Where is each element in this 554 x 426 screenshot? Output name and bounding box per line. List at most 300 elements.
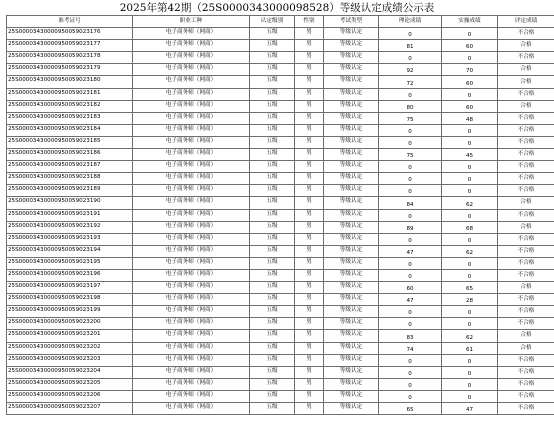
theory-score-cell: 60 [379, 282, 442, 294]
occupation-cell: 电子商务师（网商） [133, 330, 250, 342]
theory-score-cell: 0 [379, 306, 442, 318]
occupation-cell: 电子商务师（网商） [133, 173, 250, 185]
theory-score-cell: 65 [379, 403, 442, 415]
table-row [7, 52, 554, 64]
exam-id-cell: 25S00003430000950059023182 [7, 100, 133, 112]
level-cell: 五级 [250, 366, 295, 378]
practical-score-cell: 61 [442, 342, 498, 354]
table-row [7, 330, 554, 342]
level-cell: 五级 [250, 282, 295, 294]
header-result: 评定成绩 [498, 16, 554, 28]
exam-id-cell: 25S00003430000950059023204 [7, 366, 133, 378]
level-cell: 五级 [250, 294, 295, 306]
theory-score-cell: 0 [379, 209, 442, 221]
table-row [7, 318, 554, 330]
exam-type-cell: 等级认定 [324, 76, 379, 88]
table-row [7, 366, 554, 378]
exam-type-cell: 等级认定 [324, 257, 379, 269]
practical-score-cell: 62 [442, 245, 498, 257]
theory-score-cell: 0 [379, 185, 442, 197]
result-cell: 不合格 [498, 28, 554, 40]
gender-cell: 男 [295, 76, 324, 88]
header-occupation: 职业工种 [133, 16, 250, 28]
exam-id-cell: 25S00003430000950059023191 [7, 209, 133, 221]
level-cell: 五级 [250, 221, 295, 233]
exam-id-cell: 25S00003430000950059023206 [7, 390, 133, 402]
table-row [7, 136, 554, 148]
result-cell: 不合格 [498, 161, 554, 173]
occupation-cell: 电子商务师（网商） [133, 52, 250, 64]
exam-id-cell: 25S00003430000950059023185 [7, 136, 133, 148]
result-cell: 不合格 [498, 306, 554, 318]
practical-score-cell: 62 [442, 330, 498, 342]
practical-score-cell: 0 [442, 88, 498, 100]
result-cell: 不合格 [498, 185, 554, 197]
occupation-cell: 电子商务师（网商） [133, 378, 250, 390]
level-cell: 五级 [250, 185, 295, 197]
result-cell: 合格 [498, 100, 554, 112]
gender-cell: 男 [295, 28, 324, 40]
gender-cell: 男 [295, 330, 324, 342]
practical-score-cell: 60 [442, 100, 498, 112]
exam-type-cell: 等级认定 [324, 112, 379, 124]
practical-score-cell: 70 [442, 64, 498, 76]
result-cell: 不合格 [498, 88, 554, 100]
result-cell: 不合格 [498, 136, 554, 148]
exam-id-cell: 25S00003430000950059023187 [7, 161, 133, 173]
header-level: 认定级别 [250, 16, 295, 28]
occupation-cell: 电子商务师（网商） [133, 342, 250, 354]
theory-score-cell: 84 [379, 197, 442, 209]
practical-score-cell: 0 [442, 269, 498, 281]
exam-id-cell: 25S00003430000950059023207 [7, 403, 133, 415]
level-cell: 五级 [250, 28, 295, 40]
gender-cell: 男 [295, 112, 324, 124]
practical-score-cell: 60 [442, 40, 498, 52]
theory-score-cell: 0 [379, 378, 442, 390]
exam-type-cell: 等级认定 [324, 342, 379, 354]
exam-type-cell: 等级认定 [324, 52, 379, 64]
exam-type-cell: 等级认定 [324, 330, 379, 342]
exam-type-cell: 等级认定 [324, 403, 379, 415]
theory-score-cell: 0 [379, 390, 442, 402]
result-cell: 不合格 [498, 173, 554, 185]
exam-type-cell: 等级认定 [324, 366, 379, 378]
occupation-cell: 电子商务师（网商） [133, 221, 250, 233]
occupation-cell: 电子商务师（网商） [133, 306, 250, 318]
exam-type-cell: 等级认定 [324, 136, 379, 148]
exam-type-cell: 等级认定 [324, 124, 379, 136]
practical-score-cell: 0 [442, 173, 498, 185]
occupation-cell: 电子商务师（网商） [133, 197, 250, 209]
gender-cell: 男 [295, 342, 324, 354]
occupation-cell: 电子商务师（网商） [133, 294, 250, 306]
exam-id-cell: 25S00003430000950059023193 [7, 233, 133, 245]
exam-type-cell: 等级认定 [324, 173, 379, 185]
table-row [7, 257, 554, 269]
theory-score-cell: 80 [379, 100, 442, 112]
exam-id-cell: 25S00003430000950059023184 [7, 124, 133, 136]
result-cell: 合格 [498, 342, 554, 354]
level-cell: 五级 [250, 269, 295, 281]
gender-cell: 男 [295, 318, 324, 330]
level-cell: 五级 [250, 124, 295, 136]
occupation-cell: 电子商务师（网商） [133, 40, 250, 52]
level-cell: 五级 [250, 378, 295, 390]
gender-cell: 男 [295, 245, 324, 257]
exam-id-cell: 25S00003430000950059023180 [7, 76, 133, 88]
practical-score-cell: 48 [442, 112, 498, 124]
theory-score-cell: 0 [379, 136, 442, 148]
occupation-cell: 电子商务师（网商） [133, 318, 250, 330]
gender-cell: 男 [295, 282, 324, 294]
exam-type-cell: 等级认定 [324, 306, 379, 318]
theory-score-cell: 75 [379, 112, 442, 124]
result-cell: 合格 [498, 64, 554, 76]
result-cell: 不合格 [498, 112, 554, 124]
practical-score-cell: 0 [442, 378, 498, 390]
table-row [7, 76, 554, 88]
result-cell: 不合格 [498, 403, 554, 415]
table-row [7, 306, 554, 318]
level-cell: 五级 [250, 354, 295, 366]
table-row [7, 390, 554, 402]
exam-type-cell: 等级认定 [324, 28, 379, 40]
theory-score-cell: 0 [379, 161, 442, 173]
practical-score-cell: 0 [442, 28, 498, 40]
result-cell: 不合格 [498, 52, 554, 64]
table-row [7, 378, 554, 390]
table-row [7, 100, 554, 112]
result-cell: 不合格 [498, 257, 554, 269]
table-row [7, 342, 554, 354]
occupation-cell: 电子商务师（网商） [133, 354, 250, 366]
table-row [7, 403, 554, 415]
result-cell: 不合格 [498, 378, 554, 390]
gender-cell: 男 [295, 306, 324, 318]
practical-score-cell: 0 [442, 233, 498, 245]
exam-type-cell: 等级认定 [324, 40, 379, 52]
exam-id-cell: 25S00003430000950059023183 [7, 112, 133, 124]
table-row [7, 245, 554, 257]
gender-cell: 男 [295, 294, 324, 306]
gender-cell: 男 [295, 366, 324, 378]
theory-score-cell: 89 [379, 221, 442, 233]
occupation-cell: 电子商务师（网商） [133, 88, 250, 100]
table-row [7, 233, 554, 245]
theory-score-cell: 83 [379, 330, 442, 342]
level-cell: 五级 [250, 52, 295, 64]
result-cell: 合格 [498, 282, 554, 294]
header-practical-score: 实操成绩 [442, 16, 498, 28]
occupation-cell: 电子商务师（网商） [133, 112, 250, 124]
practical-score-cell: 0 [442, 318, 498, 330]
table-row [7, 88, 554, 100]
level-cell: 五级 [250, 64, 295, 76]
theory-score-cell: 0 [379, 366, 442, 378]
practical-score-cell: 0 [442, 185, 498, 197]
practical-score-cell: 0 [442, 52, 498, 64]
practical-score-cell: 0 [442, 306, 498, 318]
exam-id-cell: 25S00003430000950059023188 [7, 173, 133, 185]
gender-cell: 男 [295, 269, 324, 281]
gender-cell: 男 [295, 209, 324, 221]
theory-score-cell: 0 [379, 318, 442, 330]
level-cell: 五级 [250, 161, 295, 173]
practical-score-cell: 47 [442, 403, 498, 415]
level-cell: 五级 [250, 403, 295, 415]
gender-cell: 男 [295, 149, 324, 161]
level-cell: 五级 [250, 40, 295, 52]
occupation-cell: 电子商务师（网商） [133, 366, 250, 378]
exam-id-cell: 25S00003430000950059023177 [7, 40, 133, 52]
exam-id-cell: 25S00003430000950059023190 [7, 197, 133, 209]
table-row [7, 269, 554, 281]
level-cell: 五级 [250, 112, 295, 124]
level-cell: 五级 [250, 197, 295, 209]
result-cell: 不合格 [498, 354, 554, 366]
header-theory-score: 理论成绩 [379, 16, 442, 28]
theory-score-cell: 0 [379, 257, 442, 269]
score-table-body [7, 28, 554, 415]
result-cell: 不合格 [498, 245, 554, 257]
exam-id-cell: 25S00003430000950059023200 [7, 318, 133, 330]
exam-type-cell: 等级认定 [324, 100, 379, 112]
theory-score-cell: 75 [379, 149, 442, 161]
theory-score-cell: 81 [379, 40, 442, 52]
gender-cell: 男 [295, 173, 324, 185]
exam-type-cell: 等级认定 [324, 88, 379, 100]
exam-id-cell: 25S00003430000950059023205 [7, 378, 133, 390]
table-row [7, 40, 554, 52]
exam-type-cell: 等级认定 [324, 378, 379, 390]
exam-id-cell: 25S00003430000950059023176 [7, 28, 133, 40]
gender-cell: 男 [295, 52, 324, 64]
exam-type-cell: 等级认定 [324, 64, 379, 76]
exam-type-cell: 等级认定 [324, 318, 379, 330]
theory-score-cell: 92 [379, 64, 442, 76]
exam-id-cell: 25S00003430000950059023195 [7, 257, 133, 269]
gender-cell: 男 [295, 185, 324, 197]
exam-id-cell: 25S00003430000950059023196 [7, 269, 133, 281]
occupation-cell: 电子商务师（网商） [133, 185, 250, 197]
exam-type-cell: 等级认定 [324, 294, 379, 306]
table-row [7, 197, 554, 209]
result-cell: 不合格 [498, 366, 554, 378]
exam-type-cell: 等级认定 [324, 209, 379, 221]
practical-score-cell: 60 [442, 76, 498, 88]
occupation-cell: 电子商务师（网商） [133, 149, 250, 161]
exam-type-cell: 等级认定 [324, 185, 379, 197]
occupation-cell: 电子商务师（网商） [133, 269, 250, 281]
gender-cell: 男 [295, 390, 324, 402]
table-row [7, 209, 554, 221]
table-row [7, 173, 554, 185]
practical-score-cell: 62 [442, 197, 498, 209]
result-cell: 合格 [498, 330, 554, 342]
table-row [7, 64, 554, 76]
practical-score-cell: 28 [442, 294, 498, 306]
gender-cell: 男 [295, 354, 324, 366]
theory-score-cell: 47 [379, 245, 442, 257]
result-cell: 合格 [498, 197, 554, 209]
header-exam-type: 考试类型 [324, 16, 379, 28]
result-cell: 不合格 [498, 269, 554, 281]
exam-type-cell: 等级认定 [324, 149, 379, 161]
theory-score-cell: 0 [379, 88, 442, 100]
result-cell: 不合格 [498, 294, 554, 306]
level-cell: 五级 [250, 76, 295, 88]
exam-id-cell: 25S00003430000950059023181 [7, 88, 133, 100]
table-row [7, 149, 554, 161]
gender-cell: 男 [295, 378, 324, 390]
gender-cell: 男 [295, 233, 324, 245]
exam-type-cell: 等级认定 [324, 354, 379, 366]
result-cell: 不合格 [498, 124, 554, 136]
practical-score-cell: 0 [442, 124, 498, 136]
gender-cell: 男 [295, 40, 324, 52]
occupation-cell: 电子商务师（网商） [133, 161, 250, 173]
gender-cell: 男 [295, 257, 324, 269]
score-table [6, 15, 554, 415]
theory-score-cell: 74 [379, 342, 442, 354]
practical-score-cell: 45 [442, 149, 498, 161]
gender-cell: 男 [295, 88, 324, 100]
theory-score-cell: 0 [379, 269, 442, 281]
gender-cell: 男 [295, 161, 324, 173]
exam-id-cell: 25S00003430000950059023197 [7, 282, 133, 294]
table-row [7, 282, 554, 294]
gender-cell: 男 [295, 64, 324, 76]
practical-score-cell: 0 [442, 161, 498, 173]
level-cell: 五级 [250, 245, 295, 257]
header-exam-id: 准考证号 [7, 16, 133, 28]
level-cell: 五级 [250, 173, 295, 185]
exam-type-cell: 等级认定 [324, 161, 379, 173]
exam-id-cell: 25S00003430000950059023198 [7, 294, 133, 306]
exam-type-cell: 等级认定 [324, 233, 379, 245]
table-row [7, 112, 554, 124]
exam-id-cell: 25S00003430000950059023189 [7, 185, 133, 197]
exam-type-cell: 等级认定 [324, 245, 379, 257]
exam-type-cell: 等级认定 [324, 269, 379, 281]
gender-cell: 男 [295, 197, 324, 209]
result-cell: 合格 [498, 221, 554, 233]
level-cell: 五级 [250, 342, 295, 354]
practical-score-cell: 0 [442, 366, 498, 378]
practical-score-cell: 0 [442, 390, 498, 402]
exam-id-cell: 25S00003430000950059023199 [7, 306, 133, 318]
result-cell: 不合格 [498, 318, 554, 330]
occupation-cell: 电子商务师（网商） [133, 136, 250, 148]
exam-id-cell: 25S00003430000950059023192 [7, 221, 133, 233]
exam-type-cell: 等级认定 [324, 197, 379, 209]
occupation-cell: 电子商务师（网商） [133, 100, 250, 112]
occupation-cell: 电子商务师（网商） [133, 28, 250, 40]
table-header-row [7, 16, 554, 28]
header-gender: 性别 [295, 16, 324, 28]
level-cell: 五级 [250, 330, 295, 342]
level-cell: 五级 [250, 136, 295, 148]
level-cell: 五级 [250, 306, 295, 318]
theory-score-cell: 0 [379, 28, 442, 40]
theory-score-cell: 0 [379, 52, 442, 64]
occupation-cell: 电子商务师（网商） [133, 245, 250, 257]
exam-id-cell: 25S00003430000950059023178 [7, 52, 133, 64]
gender-cell: 男 [295, 100, 324, 112]
theory-score-cell: 0 [379, 233, 442, 245]
exam-id-cell: 25S00003430000950059023201 [7, 330, 133, 342]
level-cell: 五级 [250, 390, 295, 402]
gender-cell: 男 [295, 124, 324, 136]
table-row [7, 28, 554, 40]
level-cell: 五级 [250, 318, 295, 330]
table-row [7, 124, 554, 136]
level-cell: 五级 [250, 88, 295, 100]
table-row [7, 161, 554, 173]
table-row [7, 354, 554, 366]
level-cell: 五级 [250, 233, 295, 245]
theory-score-cell: 47 [379, 294, 442, 306]
exam-type-cell: 等级认定 [324, 390, 379, 402]
occupation-cell: 电子商务师（网商） [133, 209, 250, 221]
level-cell: 五级 [250, 149, 295, 161]
occupation-cell: 电子商务师（网商） [133, 76, 250, 88]
exam-id-cell: 25S00003430000950059023194 [7, 245, 133, 257]
theory-score-cell: 0 [379, 124, 442, 136]
page-title: 2025年第42期（25S0000343000098528）等级认定成绩公示表 [119, 2, 435, 14]
occupation-cell: 电子商务师（网商） [133, 233, 250, 245]
exam-type-cell: 等级认定 [324, 221, 379, 233]
result-cell: 不合格 [498, 149, 554, 161]
gender-cell: 男 [295, 221, 324, 233]
theory-score-cell: 0 [379, 173, 442, 185]
practical-score-cell: 65 [442, 282, 498, 294]
occupation-cell: 电子商务师（网商） [133, 257, 250, 269]
table-row [7, 185, 554, 197]
exam-type-cell: 等级认定 [324, 282, 379, 294]
practical-score-cell: 0 [442, 354, 498, 366]
occupation-cell: 电子商务师（网商） [133, 390, 250, 402]
occupation-cell: 电子商务师（网商） [133, 124, 250, 136]
level-cell: 五级 [250, 257, 295, 269]
table-row [7, 221, 554, 233]
exam-id-cell: 25S00003430000950059023203 [7, 354, 133, 366]
practical-score-cell: 0 [442, 209, 498, 221]
result-cell: 不合格 [498, 390, 554, 402]
table-row [7, 294, 554, 306]
theory-score-cell: 72 [379, 76, 442, 88]
practical-score-cell: 0 [442, 136, 498, 148]
practical-score-cell: 0 [442, 257, 498, 269]
result-cell: 合格 [498, 76, 554, 88]
practical-score-cell: 68 [442, 221, 498, 233]
result-cell: 不合格 [498, 209, 554, 221]
occupation-cell: 电子商务师（网商） [133, 64, 250, 76]
result-cell: 不合格 [498, 233, 554, 245]
gender-cell: 男 [295, 403, 324, 415]
occupation-cell: 电子商务师（网商） [133, 282, 250, 294]
level-cell: 五级 [250, 100, 295, 112]
gender-cell: 男 [295, 136, 324, 148]
occupation-cell: 电子商务师（网商） [133, 403, 250, 415]
exam-id-cell: 25S00003430000950059023202 [7, 342, 133, 354]
exam-id-cell: 25S00003430000950059023186 [7, 149, 133, 161]
exam-id-cell: 25S00003430000950059023179 [7, 64, 133, 76]
level-cell: 五级 [250, 209, 295, 221]
theory-score-cell: 0 [379, 354, 442, 366]
result-cell: 合格 [498, 40, 554, 52]
